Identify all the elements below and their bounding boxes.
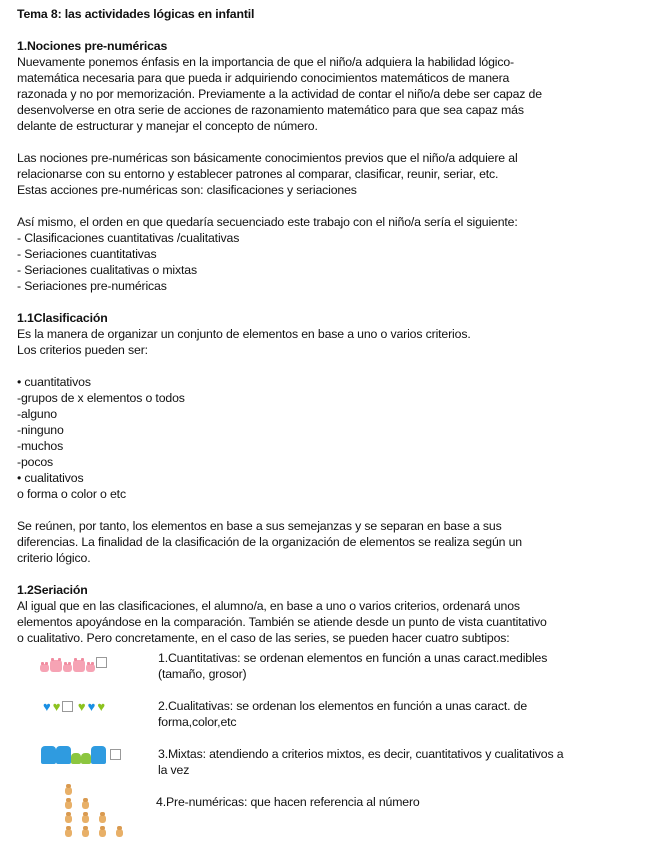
text-line: Nuevamente ponemos énfasis en la importancia de que el niño/a adquiera la habilidad lógico- xyxy=(17,55,515,69)
text-line: desenvolverse en otra serie de acciones de razonamiento matemático para que sea capaz más xyxy=(17,103,524,117)
list-item: -pocos xyxy=(17,455,54,469)
text-line: delante de estructurar y manejar el concepto de número. xyxy=(17,119,318,133)
bear-series-icon xyxy=(65,784,135,840)
list-item: • cuantitativos xyxy=(17,375,91,389)
text-line: 4.Pre-numéricas: que hacen referencia al número xyxy=(156,795,420,809)
text-line: Estas acciones pre-numéricas son: clasificaciones y seriaciones xyxy=(17,183,357,197)
list-item: - Seriaciones cualitativas o mixtas xyxy=(17,263,197,277)
text-line: (tamaño, grosor) xyxy=(158,667,247,681)
text-line: 1.Cuantitativas: se ordenan elementos en función a unas caract.medibles xyxy=(158,651,548,665)
pig-series-icon xyxy=(40,654,107,672)
list-item: - Seriaciones pre-numéricas xyxy=(17,279,167,293)
text-line: diferencias. La finalidad de la clasificación de la organización de elementos se realiza según un xyxy=(17,535,522,549)
text-line: Los criterios pueden ser: xyxy=(17,343,148,357)
document xyxy=(17,6,637,646)
heading-nociones: 1.Nociones pre-numéricas xyxy=(17,39,168,53)
list-item: -ninguno xyxy=(17,423,64,437)
paragraph-orden xyxy=(17,214,637,294)
heart-series-icon: ♥ ♥ ♥ ♥ ♥ xyxy=(43,699,106,715)
document-title: Tema 8: las actividades lógicas en infantil xyxy=(17,7,255,21)
text-line: Al igual que en las clasificaciones, el alumno/a, en base a uno o varios criterios, ordenará unos xyxy=(17,599,520,613)
heading-seriacion: 1.2Seriación xyxy=(17,583,88,597)
list-item: -alguno xyxy=(17,407,57,421)
list-item: -grupos de x elementos o todos xyxy=(17,391,185,405)
text-line: Así mismo, el orden en que quedaría secuenciado este trabajo con el niño/a sería el siguiente: xyxy=(17,215,518,229)
text-line: relacionarse con su entorno y establecer patrones al comparar, clasificar, reunir, seriar, etc. xyxy=(17,167,499,181)
paragraph-nociones xyxy=(17,150,637,198)
text-line: 3.Mixtas: atendiendo a criterios mixtos, es decir, cuantitativos y cualitativos a xyxy=(158,747,564,761)
text-line: o cualitativo. Pero concretamente, en el caso de las series, se pueden hacer cuatro subtipos: xyxy=(17,631,510,645)
text-line: matemática necesaria para que pueda ir adquiriendo conocimientos matemáticos de manera xyxy=(17,71,510,85)
text-line: criterio lógico. xyxy=(17,551,91,565)
criteria-list xyxy=(17,374,637,502)
list-item: o forma o color o etc xyxy=(17,487,126,501)
text-line: elementos apoyándose en la comparación. También se atiende desde un punto de vista cuantitativo xyxy=(17,615,547,629)
cat-series-icon xyxy=(41,746,121,764)
text-line: Las nociones pre-numéricas son básicamente conocimientos previos que el niño/a adquiere al xyxy=(17,151,518,165)
paragraph-closing xyxy=(17,518,637,566)
heading-clasificacion: 1.1Clasificación xyxy=(17,311,108,325)
list-item: -muchos xyxy=(17,439,64,453)
text-line: Se reúnen, por tanto, los elementos en base a sus semejanzas y se separan en base a sus xyxy=(17,519,502,533)
list-item: - Clasificaciones cuantitativas /cualitativas xyxy=(17,231,240,245)
list-item: • cualitativos xyxy=(17,471,84,485)
text-line: razonada y no por memorización. Previamente a la actividad de contar el niño/a debe ser capaz de xyxy=(17,87,542,101)
paragraph-intro xyxy=(17,54,637,134)
text-line: forma,color,etc xyxy=(158,715,237,729)
text-line: Es la manera de organizar un conjunto de elementos en base a uno o varios criterios. xyxy=(17,327,471,341)
text-line: 2.Cualitativas: se ordenan los elementos en función a unas caract. de xyxy=(158,699,528,713)
text-line: la vez xyxy=(158,763,190,777)
list-item: - Seriaciones cuantitativas xyxy=(17,247,157,261)
